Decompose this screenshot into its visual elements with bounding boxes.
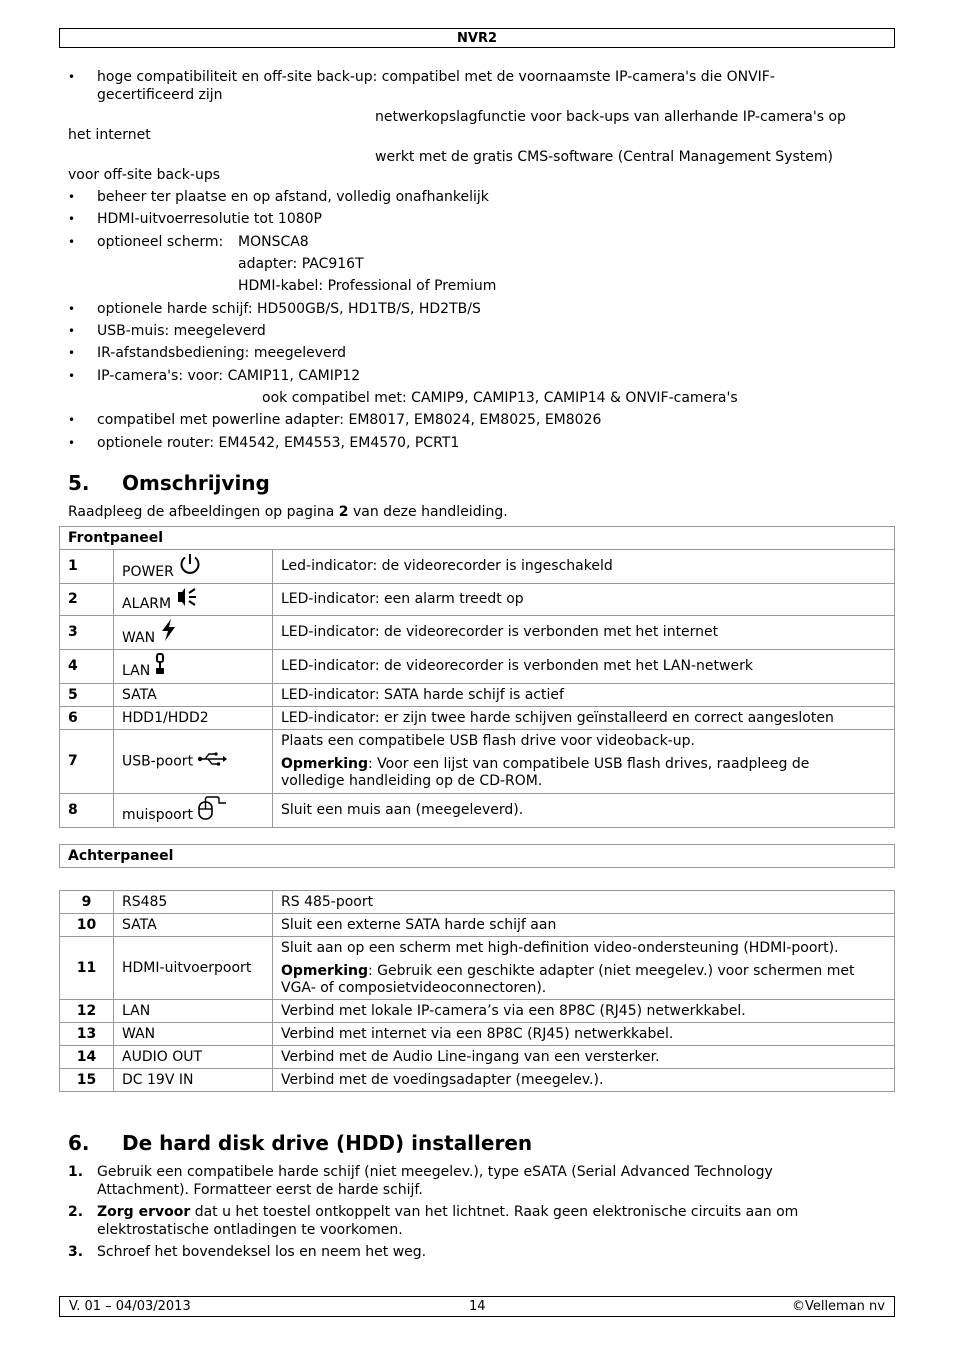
table-row xyxy=(60,1000,895,1023)
row-name: DC 19V IN xyxy=(114,1069,273,1092)
list-item: optionele router: EM4542, EM4553, EM4570, PCRT1 xyxy=(97,435,460,451)
step-text: Attachment). Formatteer eerst de harde schijf. xyxy=(97,1182,423,1198)
row-description xyxy=(273,730,895,794)
row-description: LED-indicator: SATA harde schijf is actief xyxy=(273,684,895,707)
front-panel-table xyxy=(59,526,895,828)
row-description: LED-indicator: de videorecorder is verbonden met het LAN-netwerk xyxy=(273,650,895,684)
table-row xyxy=(60,550,895,584)
table-row xyxy=(60,730,895,794)
row-number: 8 xyxy=(60,794,114,828)
row-name: SATA xyxy=(114,684,273,707)
table-row xyxy=(60,891,895,914)
row-description: Verbind met lokale IP-camera’s via een 8P8C (RJ45) netwerkkabel. xyxy=(273,1000,895,1023)
list-item: USB-muis: meegeleverd xyxy=(97,323,266,339)
list-item: werkt met de gratis CMS-software (Central Management System) xyxy=(375,149,833,165)
hdmi-note xyxy=(281,963,886,997)
row-description: Verbind met de voedingsadapter (meegelev.). xyxy=(273,1069,895,1092)
step-text: Schroef het bovendeksel los en neem het weg. xyxy=(97,1244,427,1260)
lightning-icon xyxy=(159,618,177,647)
row-number: 9 xyxy=(60,891,114,914)
list-item: adapter: PAC916T xyxy=(238,256,364,272)
row-description: Sluit een muis aan (meegeleverd). xyxy=(273,794,895,828)
row-name: HDD1/HDD2 xyxy=(114,707,273,730)
step-emphasis: Zorg ervoor xyxy=(97,1204,191,1220)
bullet-icon: • xyxy=(68,235,76,249)
list-item: IP-camera's: voor: CAMIP11, CAMIP12 xyxy=(97,368,361,384)
row-name xyxy=(114,584,273,616)
table-row xyxy=(60,937,895,1000)
row-number: 11 xyxy=(60,937,114,1000)
row-label: LAN xyxy=(122,662,151,679)
list-item: optionele harde schijf: HD500GB/S, HD1TB/S, HD2TB/S xyxy=(97,301,481,317)
note-label: Opmerking xyxy=(281,962,369,979)
footer-page-number: 14 xyxy=(469,1299,486,1314)
row-number: 3 xyxy=(60,616,114,650)
note-line-1: : Gebruik een geschikte adapter (niet meegelev.) voor schermen met xyxy=(368,962,855,979)
section-5-title: Omschrijving xyxy=(122,471,270,495)
list-item: gecertificeerd zijn xyxy=(97,87,223,103)
list-item: optioneel scherm: xyxy=(97,234,224,250)
table-row xyxy=(60,794,895,828)
bullet-icon: • xyxy=(68,436,76,450)
row-number: 5 xyxy=(60,684,114,707)
list-item: IR-afstandsbediening: meegeleverd xyxy=(97,345,347,361)
page-footer xyxy=(59,1296,895,1317)
row-name: LAN xyxy=(114,1000,273,1023)
footer-copyright: ©Velleman nv xyxy=(791,1299,885,1314)
list-item: HDMI-kabel: Professional of Premium xyxy=(238,278,497,294)
back-panel-heading: Achterpaneel xyxy=(60,845,895,868)
bullet-icon: • xyxy=(68,302,76,316)
note-line-2: VGA- of composietvideoconnectoren). xyxy=(281,979,547,996)
bullet-icon: • xyxy=(68,369,76,383)
note-label: Opmerking xyxy=(281,756,369,772)
step-number: 1. xyxy=(68,1164,84,1180)
mouse-icon xyxy=(197,796,227,825)
usb-note xyxy=(281,756,886,790)
row-name: SATA xyxy=(114,914,273,937)
step-number: 2. xyxy=(68,1204,84,1220)
power-icon xyxy=(178,552,202,581)
list-item: het internet xyxy=(68,127,151,143)
bullet-icon: • xyxy=(68,324,76,338)
header-title: NVR2 xyxy=(457,31,497,46)
intro-text-end: van deze handleiding. xyxy=(348,504,508,520)
bullet-icon: • xyxy=(68,413,76,427)
row-name: RS485 xyxy=(114,891,273,914)
row-number: 10 xyxy=(60,914,114,937)
table-row xyxy=(60,1023,895,1046)
section-5-number: 5. xyxy=(68,471,90,495)
section-6-number: 6. xyxy=(68,1131,90,1155)
step-text-rest: dat u het toestel ontkoppelt van het lichtnet. Raak geen elektronische circuits aan om xyxy=(190,1204,799,1220)
page-header xyxy=(59,28,895,48)
front-panel-heading: Frontpaneel xyxy=(60,527,895,550)
step-number: 3. xyxy=(68,1244,84,1260)
row-description: LED-indicator: er zijn twee harde schijven geïnstalleerd en correct aangesloten xyxy=(273,707,895,730)
row-name: HDMI-uitvoerpoort xyxy=(114,937,273,1000)
list-item: voor off-site back-ups xyxy=(68,167,220,183)
list-item: MONSCA8 xyxy=(238,234,309,250)
row-number: 13 xyxy=(60,1023,114,1046)
step-text: Gebruik een compatibele harde schijf (niet meegelev.), type eSATA (Serial Advanced Technology xyxy=(97,1164,773,1180)
row-name xyxy=(114,794,273,828)
table-row xyxy=(60,584,895,616)
row-number: 7 xyxy=(60,730,114,794)
step-text xyxy=(97,1203,798,1221)
note-line-1: : Voor een lijst van compatibele USB flash drives, raadpleeg de xyxy=(368,756,810,772)
row-description: LED-indicator: een alarm treedt op xyxy=(273,584,895,616)
table-row xyxy=(60,616,895,650)
row-description: Verbind met de Audio Line-ingang van een versterker. xyxy=(273,1046,895,1069)
list-item: HDMI-uitvoerresolutie tot 1080P xyxy=(97,211,322,227)
bullet-icon: • xyxy=(68,190,76,204)
row-description: Verbind met internet via een 8P8C (RJ45) netwerkkabel. xyxy=(273,1023,895,1046)
row-name xyxy=(114,616,273,650)
hdmi-description: Sluit aan op een scherm met high-definition video-ondersteuning (HDMI-poort). xyxy=(281,939,839,956)
row-number: 4 xyxy=(60,650,114,684)
row-label: POWER xyxy=(122,563,174,580)
note-line-2: volledige handleiding op de CD-ROM. xyxy=(281,773,543,789)
section-6-title: De hard disk drive (HDD) installeren xyxy=(122,1131,533,1155)
step-text: elektrostatische ontladingen te voorkomen. xyxy=(97,1222,403,1238)
row-number: 1 xyxy=(60,550,114,584)
table-row xyxy=(60,914,895,937)
intro-text: Raadpleeg de afbeeldingen op pagina xyxy=(68,504,339,520)
usb-description: Plaats een compatibele USB flash drive voor videoback-up. xyxy=(281,733,695,749)
lan-icon xyxy=(154,652,166,681)
intro-page-number: 2 xyxy=(338,504,349,520)
list-item: beheer ter plaatse en op afstand, volledig onafhankelijk xyxy=(97,189,489,205)
back-panel-heading-table xyxy=(59,844,895,868)
list-item: compatibel met powerline adapter: EM8017, EM8024, EM8025, EM8026 xyxy=(97,412,602,428)
row-description: Led-indicator: de videorecorder is ingeschakeld xyxy=(273,550,895,584)
row-number: 15 xyxy=(60,1069,114,1092)
row-label: USB-poort xyxy=(122,753,194,770)
row-label: WAN xyxy=(122,629,156,646)
section-5-intro xyxy=(68,503,508,521)
row-label: ALARM xyxy=(122,595,172,612)
row-name xyxy=(114,650,273,684)
row-name xyxy=(114,730,273,794)
row-name: AUDIO OUT xyxy=(114,1046,273,1069)
alarm-icon xyxy=(175,586,199,613)
row-number: 14 xyxy=(60,1046,114,1069)
table-row xyxy=(60,1069,895,1092)
table-row xyxy=(60,684,895,707)
row-number: 6 xyxy=(60,707,114,730)
row-description: LED-indicator: de videorecorder is verbonden met het internet xyxy=(273,616,895,650)
row-number: 12 xyxy=(60,1000,114,1023)
bullet-icon: • xyxy=(68,346,76,360)
row-number: 2 xyxy=(60,584,114,616)
usb-icon xyxy=(197,752,227,771)
bullet-icon: • xyxy=(68,212,76,226)
table-row xyxy=(60,650,895,684)
row-description: RS 485-poort xyxy=(273,891,895,914)
row-name: WAN xyxy=(114,1023,273,1046)
back-panel-table xyxy=(59,890,895,1092)
list-item: hoge compatibiliteit en off-site back-up: compatibel met de voornaamste IP-camera's die ONVIF- xyxy=(97,69,775,85)
row-description: Sluit een externe SATA harde schijf aan xyxy=(273,914,895,937)
row-label: muispoort xyxy=(122,806,193,823)
row-description xyxy=(273,937,895,1000)
list-item: netwerkopslagfunctie voor back-ups van allerhande IP-camera's op xyxy=(375,109,846,125)
bullet-icon: • xyxy=(68,70,76,84)
table-row xyxy=(60,707,895,730)
footer-version: V. 01 – 04/03/2013 xyxy=(69,1299,191,1314)
row-name xyxy=(114,550,273,584)
list-item: ook compatibel met: CAMIP9, CAMIP13, CAMIP14 & ONVIF-camera's xyxy=(262,390,738,406)
table-row xyxy=(60,1046,895,1069)
